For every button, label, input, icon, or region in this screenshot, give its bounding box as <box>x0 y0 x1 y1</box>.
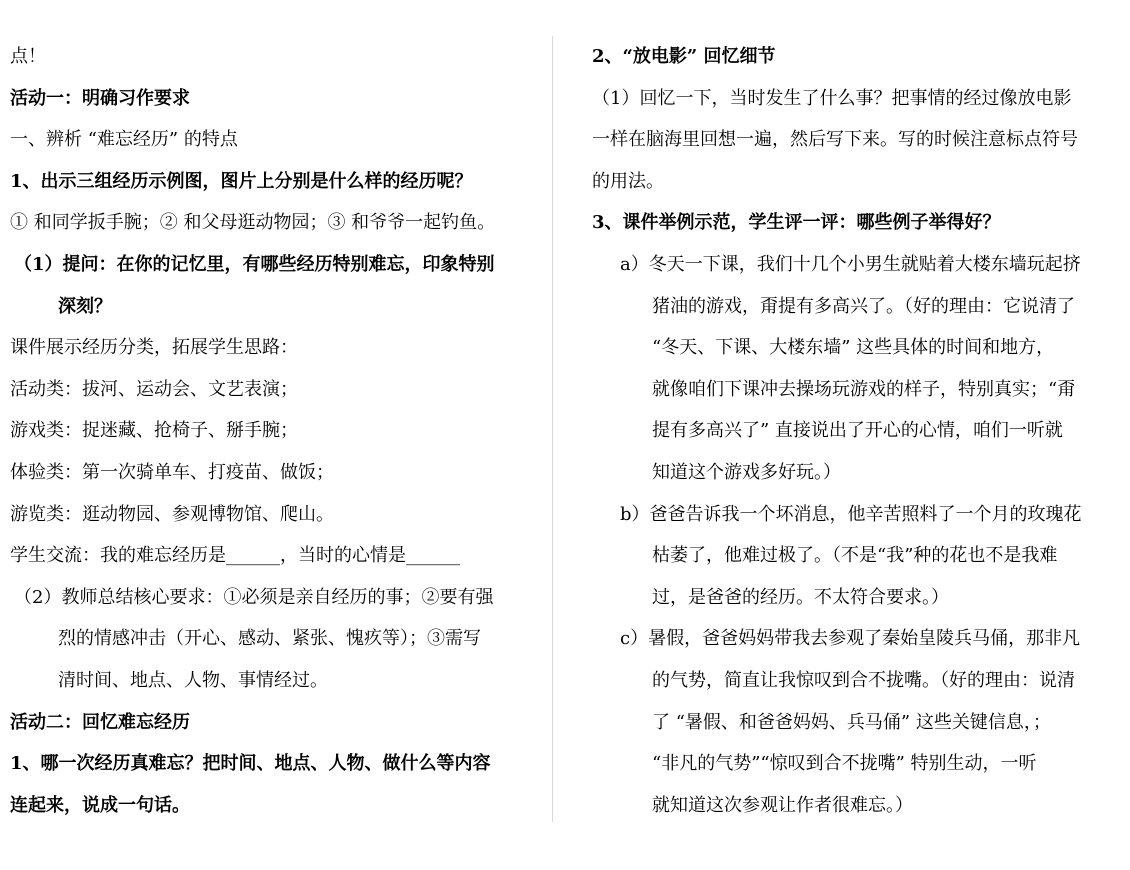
right-text-line: “非凡的气势”“惊叹到合不拢嘴” 特别生动，一听 <box>652 753 1037 775</box>
right-text-line: 3、课件举例示范，学生评一评：哪些例子举得好？ <box>592 212 1001 234</box>
left-text-line: 连起来，说成一句话。 <box>10 794 190 816</box>
left-text-line: 点！ <box>10 46 46 67</box>
right-text-line: 一样在脑海里回想一遍，然后写下来。写的时候注意标点符号 <box>592 129 1078 151</box>
left-text-line: （2）教师总结核心要求：①必须是亲自经历的事；②要有强 <box>14 586 494 608</box>
right-text-line: 过，是爸爸的经历。不太符合要求。） <box>652 586 949 608</box>
right-text-line: 知道这个游戏多好玩。） <box>652 461 841 483</box>
left-text-line: 课件展示经历分类，拓展学生思路： <box>10 337 298 359</box>
right-text-line: 就像咱们下课冲去操场玩游戏的样子，特别真实；“甭 <box>652 378 1076 400</box>
right-text-line: 提有多高兴了” 直接说出了开心的心情，咱们一听就 <box>652 420 1063 442</box>
left-column <box>10 36 520 826</box>
right-text-line: a）冬天一下课，我们十几个小男生就贴着大楼东墙玩起挤 <box>620 253 1081 275</box>
left-text-line: 体验类：第一次骑单车、打疫苗、做饭； <box>10 461 334 483</box>
left-text-line: 游览类：逛动物园、参观博物馆、爬山。 <box>10 503 334 525</box>
left-text-line: 学生交流：我的难忘经历是______，当时的心情是______ <box>10 545 460 567</box>
right-text-line: 了 “暑假、和爸爸妈妈、兵马俑” 这些关键信息，； <box>652 711 1051 733</box>
left-text-line: 烈的情感冲击（开心、感动、紧张、愧疚等）；③需写 <box>58 628 481 650</box>
right-text-line: 枯萎了，他难过极了。（不是“我”种的花也不是我难 <box>652 545 1058 567</box>
left-text-line: 游戏类：捉迷藏、抢椅子、掰手腕； <box>10 420 298 442</box>
left-text-line: 1、哪一次经历真难忘？把时间、地点、人物、做什么等内容 <box>10 753 491 775</box>
right-text-line: 猪油的游戏，甭提有多高兴了。（好的理由：它说清了 <box>652 295 1075 317</box>
right-text-line: c）暑假，爸爸妈妈带我去参观了秦始皇陵兵马俑，那非凡 <box>620 628 1081 650</box>
left-text-line: ① 和同学扳手腕；② 和父母逛动物园；③ 和爷爷一起钓鱼。 <box>10 212 496 234</box>
right-text-line: 就知道这次参观让作者很难忘。） <box>652 794 913 816</box>
right-text-line: b）爸爸告诉我一个坏消息，他辛苦照料了一个月的玫瑰花 <box>620 503 1082 525</box>
left-text-line: 清时间、地点、人物、事情经过。 <box>58 669 328 691</box>
right-text-line: “冬天、下课、大楼东墙” 这些具体的时间和地方， <box>652 337 1055 359</box>
right-text-line: 2、“放电影” 回忆细节 <box>592 46 776 67</box>
right-text-line: 的用法。 <box>592 170 664 192</box>
left-text-line: （1）提问：在你的记忆里，有哪些经历特别难忘，印象特别 <box>14 253 495 275</box>
left-text-line: 深刻？ <box>58 295 112 317</box>
left-text-line: 1、出示三组经历示例图，图片上分别是什么样的经历呢？ <box>10 170 473 192</box>
left-text-line: 一、辨析 “难忘经历” 的特点 <box>10 129 238 151</box>
right-text-line: （1）回忆一下，当时发生了什么事？把事情的经过像放电影 <box>592 87 1072 109</box>
right-text-line: 的气势，简直让我惊叹到合不拢嘴。（好的理由：说清 <box>652 669 1075 691</box>
left-text-line: 活动二：回忆难忘经历 <box>10 711 190 733</box>
right-column <box>592 36 1102 826</box>
column-divider <box>552 36 553 822</box>
left-text-line: 活动一：明确习作要求 <box>10 87 190 109</box>
left-text-line: 活动类：拔河、运动会、文艺表演； <box>10 378 298 400</box>
